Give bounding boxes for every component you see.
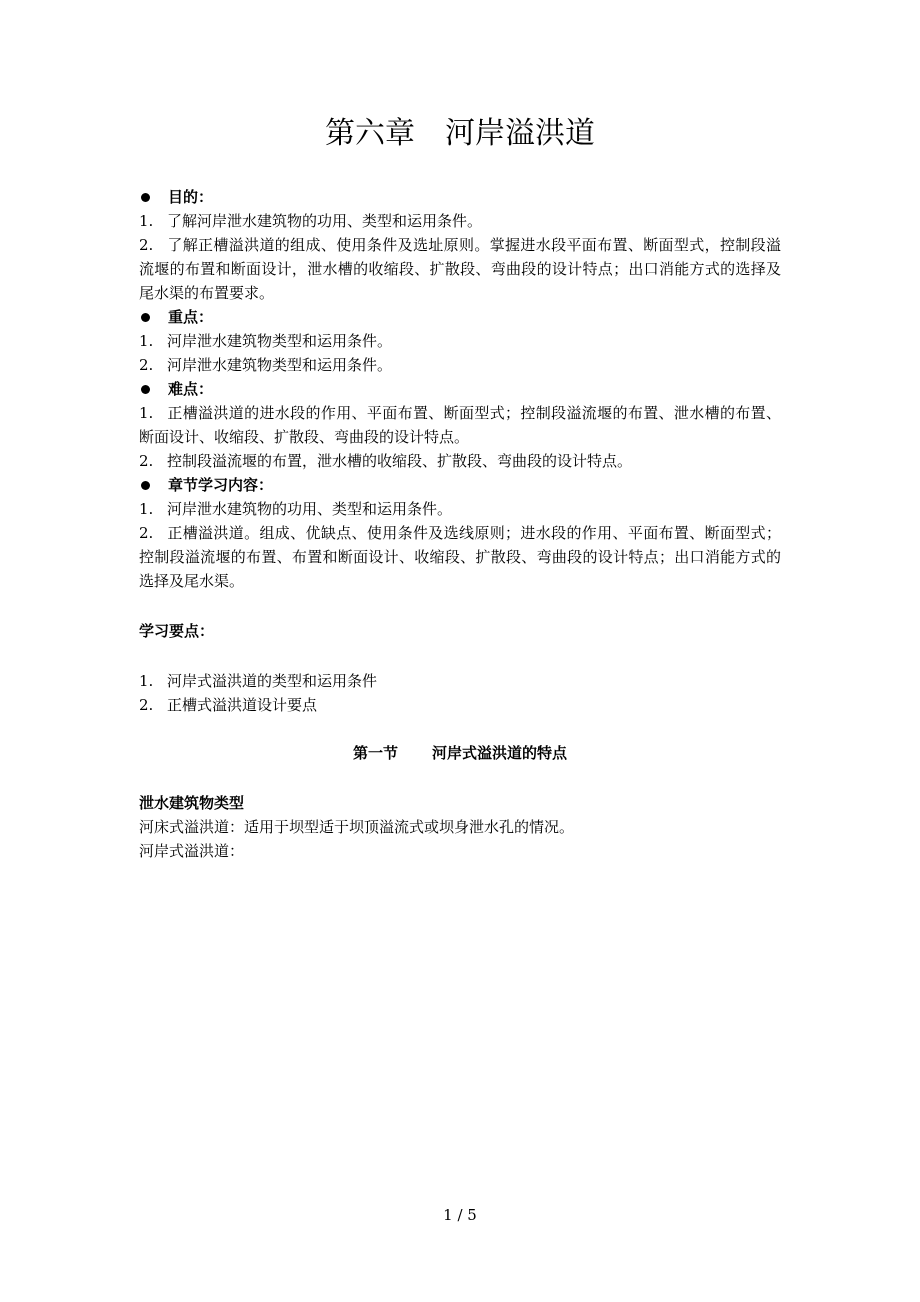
heading-text: 目的： bbox=[168, 188, 214, 206]
item-number: 2. bbox=[139, 696, 154, 714]
item-number: 1. bbox=[139, 212, 154, 230]
list-item bbox=[139, 497, 781, 521]
section-label: 第一节 bbox=[352, 744, 398, 762]
paragraph: 河岸式溢洪道： bbox=[139, 842, 245, 860]
bullet-icon bbox=[141, 193, 150, 202]
list-item bbox=[139, 521, 781, 593]
list-item bbox=[139, 209, 781, 233]
item-number: 2. bbox=[139, 524, 154, 542]
chapter-title bbox=[0, 112, 920, 156]
list-item bbox=[139, 693, 781, 717]
heading-text: 难点： bbox=[168, 380, 214, 398]
page-number: 1 / 5 bbox=[443, 1206, 477, 1224]
spillway-types-heading: 泄水建筑物类型 bbox=[139, 794, 245, 812]
bullet-icon bbox=[141, 385, 150, 394]
item-text: 了解河岸泄水建筑物的功用、类型和运用条件。 bbox=[167, 212, 483, 230]
item-text: 正槽溢洪道的进水段的作用、平面布置、断面型式；控制段溢流堰的布置、泄水槽的布置、断面设计、收缩段、扩散段、弯曲段的设计特点。 bbox=[139, 404, 781, 446]
difficulties-heading bbox=[139, 377, 781, 401]
item-text: 正槽式溢洪道设计要点 bbox=[167, 696, 318, 714]
item-text: 了解正槽溢洪道的组成、使用条件及选址原则。掌握进水段平面布置、断面型式，控制段溢流堰的布置和断面设计，泄水槽的收缩段、扩散段、弯曲段的设计特点；出口消能方式的选择及尾水渠的布置要求。 bbox=[139, 236, 781, 302]
purpose-heading bbox=[139, 185, 781, 209]
item-text: 河岸泄水建筑物类型和运用条件。 bbox=[167, 356, 393, 374]
list-item bbox=[139, 669, 781, 693]
heading-text: 重点： bbox=[168, 308, 214, 326]
bullet-icon bbox=[141, 481, 150, 490]
list-item bbox=[139, 353, 781, 377]
chapter-number: 第六章 bbox=[325, 116, 415, 151]
chapter-name: 河岸溢洪道 bbox=[445, 116, 595, 151]
section-heading bbox=[139, 741, 781, 765]
item-number: 1. bbox=[139, 672, 154, 690]
item-number: 1. bbox=[139, 404, 154, 422]
study-points-heading: 学习要点： bbox=[139, 622, 215, 640]
paragraph: 河床式溢洪道：适用于坝型适于坝顶溢流式或坝身泄水孔的情况。 bbox=[139, 818, 575, 836]
key-points-heading bbox=[139, 305, 781, 329]
item-number: 2. bbox=[139, 236, 154, 254]
item-number: 2. bbox=[139, 356, 154, 374]
item-number: 1. bbox=[139, 332, 154, 350]
bullet-icon bbox=[141, 313, 150, 322]
list-item bbox=[139, 401, 781, 449]
heading-text: 章节学习内容： bbox=[168, 476, 274, 494]
item-number: 1. bbox=[139, 500, 154, 518]
list-item bbox=[139, 449, 781, 473]
item-number: 2. bbox=[139, 452, 154, 470]
content-heading bbox=[139, 473, 781, 497]
item-text: 控制段溢流堰的布置，泄水槽的收缩段、扩散段、弯曲段的设计特点。 bbox=[167, 452, 633, 470]
section-title: 河岸式溢洪道的特点 bbox=[432, 744, 568, 762]
item-text: 正槽溢洪道。组成、优缺点、使用条件及选线原则；进水段的作用、平面布置、断面型式；控制段溢流堰的布置、布置和断面设计、收缩段、扩散段、弯曲段的设计特点；出口消能方式的选择及尾水渠。 bbox=[139, 524, 781, 590]
item-text: 河岸式溢洪道的类型和运用条件 bbox=[167, 672, 378, 690]
item-text: 河岸泄水建筑物的功用、类型和运用条件。 bbox=[167, 500, 453, 518]
document-body bbox=[139, 185, 781, 863]
item-text: 河岸泄水建筑物类型和运用条件。 bbox=[167, 332, 393, 350]
list-item bbox=[139, 233, 781, 305]
list-item bbox=[139, 329, 781, 353]
